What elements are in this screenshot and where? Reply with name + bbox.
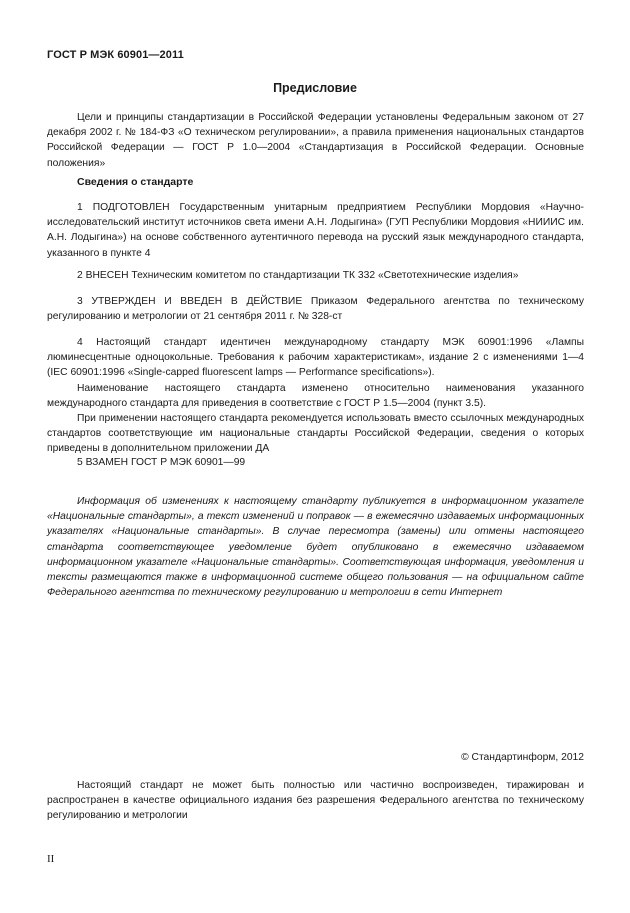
item-3-block [47,294,584,324]
copyright-line: © Стандартинформ, 2012 [461,752,584,763]
page-number: II [47,853,55,865]
item-1-block [47,200,584,261]
item-4-note-2: При применении настоящего стандарта рекомендуется использовать вместо ссылочных международных стандартов соответствующие им национальные стандарты Российской Федерации, сведения о которых приведены в дополнительном приложении ДА [47,413,584,455]
item-4-note-1: Наименование настоящего стандарта изменено относительно наименования указанного международного стандарта для приведения в соответствие с ГОСТ Р 1.5—2004 (пункт 3.5). [47,382,584,409]
document-code: ГОСТ Р МЭК 60901—2011 [47,49,184,61]
notice-block [47,494,584,600]
reproduction-paragraph: Настоящий стандарт не может быть полностью или частично воспроизведен, тиражирован и распространен в качестве официального издания без разрешения Федерального агентства по техническому регулированию и метрологии [47,780,584,822]
preface-intro-paragraph: Цели и принципы стандартизации в Российской Федерации установлены Федеральным законом от 27 декабря 2002 г. № 184-ФЗ «О техническом регулировании», а правила применения национальных стандартов Российской Федерации — ГОСТ Р 1.0—2004 «Стандартизация в Российской Федерации. Основные положения» [47,112,584,169]
preface-intro-block [47,110,584,171]
item-5-paragraph: 5 ВЗАМЕН ГОСТ Р МЭК 60901—99 [77,457,246,468]
item-4-block [47,335,584,457]
item-5-block [47,455,584,470]
preface-title: Предисловие [273,81,357,95]
item-4-paragraph: 4 Настоящий стандарт идентичен международному стандарту МЭК 60901:1996 «Лампы люминесцентные одноцокольные. Требования к рабочим характеристикам», издание 2 с изменениями 1—4 (IEC 60901:1996 «Single-capped fluorescent lamps — Performance specifications»). [47,337,584,379]
standard-info-title: Сведения о стандарте [77,176,194,188]
item-1-paragraph: 1 ПОДГОТОВЛЕН Государственным унитарным предприятием Республики Мордовия «Научно-исследовательский институт источников света имени А.Н. Лодыгина» (ГУП Республики Мордовия «НИИИС им. А.Н. Лодыгина») на основе собственного аутентичного перевода на русский язык международного стандарта, указанного в пункте 4 [47,202,584,259]
item-2-paragraph: 2 ВНЕСЕН Техническим комитетом по стандартизации ТК 332 «Светотехнические изделия» [77,270,519,281]
item-3-paragraph: 3 УТВЕРЖДЕН И ВВЕДЕН В ДЕЙСТВИЕ Приказом Федерального агентства по техническому регулированию и метрологии от 21 сентября 2011 г. № 328-ст [47,296,584,323]
reproduction-block [47,778,584,824]
notice-paragraph: Информация об изменениях к настоящему стандарту публикуется в информационном указателе «Национальные стандарты», а текст изменений и поправок — в ежемесячно издаваемых информационных указателях «Национальные стандарты». В случае пересмотра (замены) или отмены настоящего стандарта соответствующее уведомление будет опубликовано в ежемесячно издаваемом информационном указателе «Национальные стандарты». Соответствующая информация, уведомления и тексты размещаются также в информационной системе общего пользования — на официальном сайте Федерального агентства по техническому регулированию и метрологии в сети Интернет [47,496,584,599]
item-2-block [47,268,584,283]
